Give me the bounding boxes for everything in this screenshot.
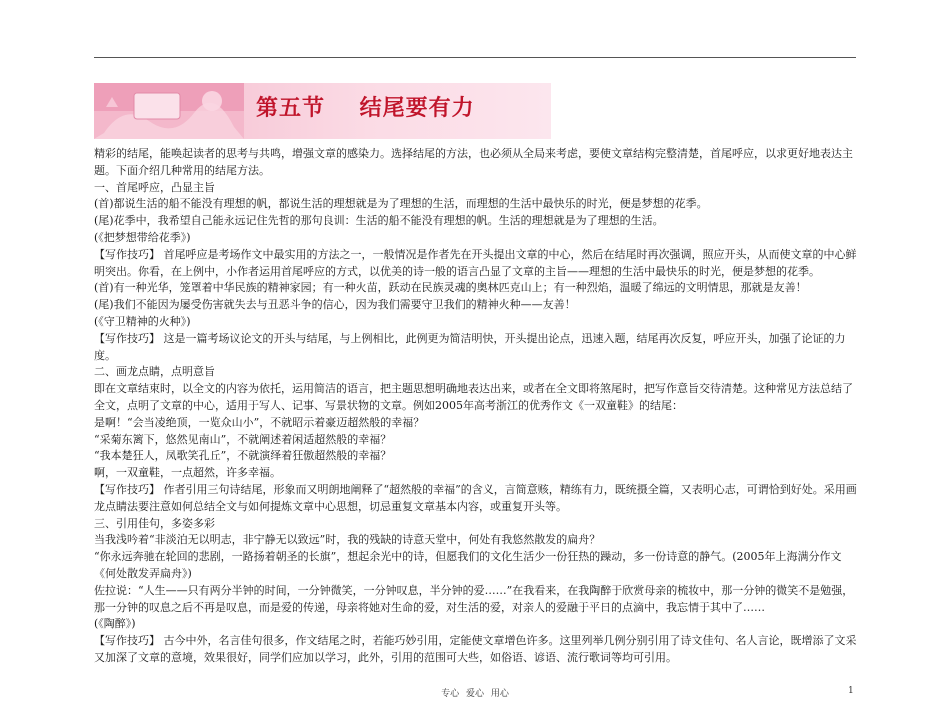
intro-paragraph: 精彩的结尾，能唤起读者的思考与共鸣，增强文章的感染力。选择结尾的方法，也必须从全局来考虑，要使文章结构完整清楚，首尾呼应，以求更好地表达主题。下面介绍几种常用的结尾方法。 xyxy=(94,147,853,177)
example-line: (尾)花季中，我希望自己能永远记住先哲的那句良训：生活的船不能没有理想的帆。生活的理想就是为了理想的生活。 xyxy=(94,214,664,228)
example-line: (首)都说生活的船不能没有理想的帆，都说生活的理想就是为了理想的生活，而理想的生活中最快乐的时光，便是梦想的花季。 xyxy=(94,197,708,211)
banner-decoration-image xyxy=(94,83,244,139)
example-line: “你永远奔驰在轮回的悲剧，一路扬着朝圣的长旗”，想起余光中的诗，但愿我们的文化生活少一份狂热的躁动，多一份诗意的静气。(2005年上海满分作文《何处散发弄扁舟》) xyxy=(94,550,842,580)
heading-method-3: 三、引用佳句，多姿多彩 xyxy=(94,516,215,530)
heading-method-2: 二、画龙点睛，点明意旨 xyxy=(94,365,215,379)
example-source: (《把梦想带给花季》) xyxy=(94,230,191,244)
example-line: 佐拉说：“人生——只有两分半钟的时间，一分钟微笑，一分钟叹息，半分钟的爱……”在我看来，在我陶醉于欣赏母亲的梳妆中，那一分钟的微笑不是勉强，那一分钟的叹息之后不再是叹息，而是爱的传递，母亲将她对生命的爱，对生活的爱，对亲人的爱融于平日的点滴中，我忘情于其中了…… xyxy=(94,583,854,614)
section-banner xyxy=(94,83,551,139)
method-description: 即在文章结束时，以全文的内容为依托，运用简洁的语言，把主题思想明确地表达出来，或者在全文即将煞尾时，把写作意旨交待清楚。这种常见方法总结了全文，点明了文章的中心，适用于写人、记事、写景状物的文章。例如2005年高考浙江的优秀作文《一双童鞋》的结尾： xyxy=(94,382,853,412)
writing-tip: 【写作技巧】 首尾呼应是考场作文中最实用的方法之一，一般情况是作者先在开头提出文章的中心，然后在结尾时再次强调，照应开头，从而使文章的中心鲜明突出。你看，在上例中，小作者运用首尾呼应的方式，以优美的诗一般的语言凸显了文章的主旨——理想的生活中最快乐的时光，便是梦想的花季。 xyxy=(94,247,857,278)
example-source: (《守卫精神的火种》) xyxy=(94,314,191,328)
example-line: “采菊东篱下，悠然见南山”，不就阐述着闲适超然般的幸福？ xyxy=(94,432,392,446)
example-line: (尾)我们不能因为屡受伤害就失去与丑恶斗争的信心，因为我们需要守卫我们的精神火种——友善！ xyxy=(94,298,576,312)
writing-tip: 【写作技巧】 古今中外，名言佳句很多，作文结尾之时，若能巧妙引用，定能使文章增色许多。这里列举几例分别引用了诗文佳句、名人言论，既增添了文采又加深了文章的意境，效果很好，同学们应加以学习，此外，引用的范围可大些，如俗语、谚语、流行歌词等均可引用。 xyxy=(94,634,857,664)
header-rule xyxy=(94,57,856,58)
page-number: 1 xyxy=(848,686,854,696)
writing-tip: 【写作技巧】 作者引用三句诗结尾，形象而又明朗地阐释了“超然般的幸福”的含义，言简意赅，精练有力，既统摄全篇，又表明心志，可谓恰到好处。采用画龙点睛法要注意如何总结全文与如何提炼文章中心思想，切忌重复文章基本内容，或重复开头等。 xyxy=(94,482,857,513)
heading-method-1: 一、首尾呼应，凸显主旨 xyxy=(94,180,215,194)
footer-motto: 专心 爱心 用心 xyxy=(441,689,509,699)
example-line: (首)有一种光华，笼罩着中华民族的精神家园；有一种火苗，跃动在民族灵魂的奥林匹克山上；有一种烈焰，温暖了绵远的文明情思，那就是友善！ xyxy=(94,281,807,295)
section-title: 第五节 结尾要有力 xyxy=(256,96,475,121)
page-footer xyxy=(0,686,950,699)
writing-tip: 【写作技巧】 这是一篇考场议论文的开头与结尾，与上例相比，此例更为简洁明快，开头提出论点，迅速入题，结尾再次反复，呼应开头，加强了论证的力度。 xyxy=(94,331,846,362)
example-line: 是啊！“会当凌绝顶，一览众山小”，不就昭示着豪迈超然般的幸福？ xyxy=(94,415,425,429)
example-line: “我本楚狂人，凤歌笑孔丘”，不就演绎着狂傲超然般的幸福？ xyxy=(94,449,392,463)
example-source: (《陶醉》) xyxy=(94,617,136,631)
article-body xyxy=(94,146,858,667)
example-line: 当我浅吟着“非淡泊无以明志，非宁静无以致远”时，我的残缺的诗意天堂中，何处有我悠然散发的扁舟？ xyxy=(94,533,601,547)
example-line: 啊，一双童鞋，一点超然，许多幸福。 xyxy=(94,466,281,480)
